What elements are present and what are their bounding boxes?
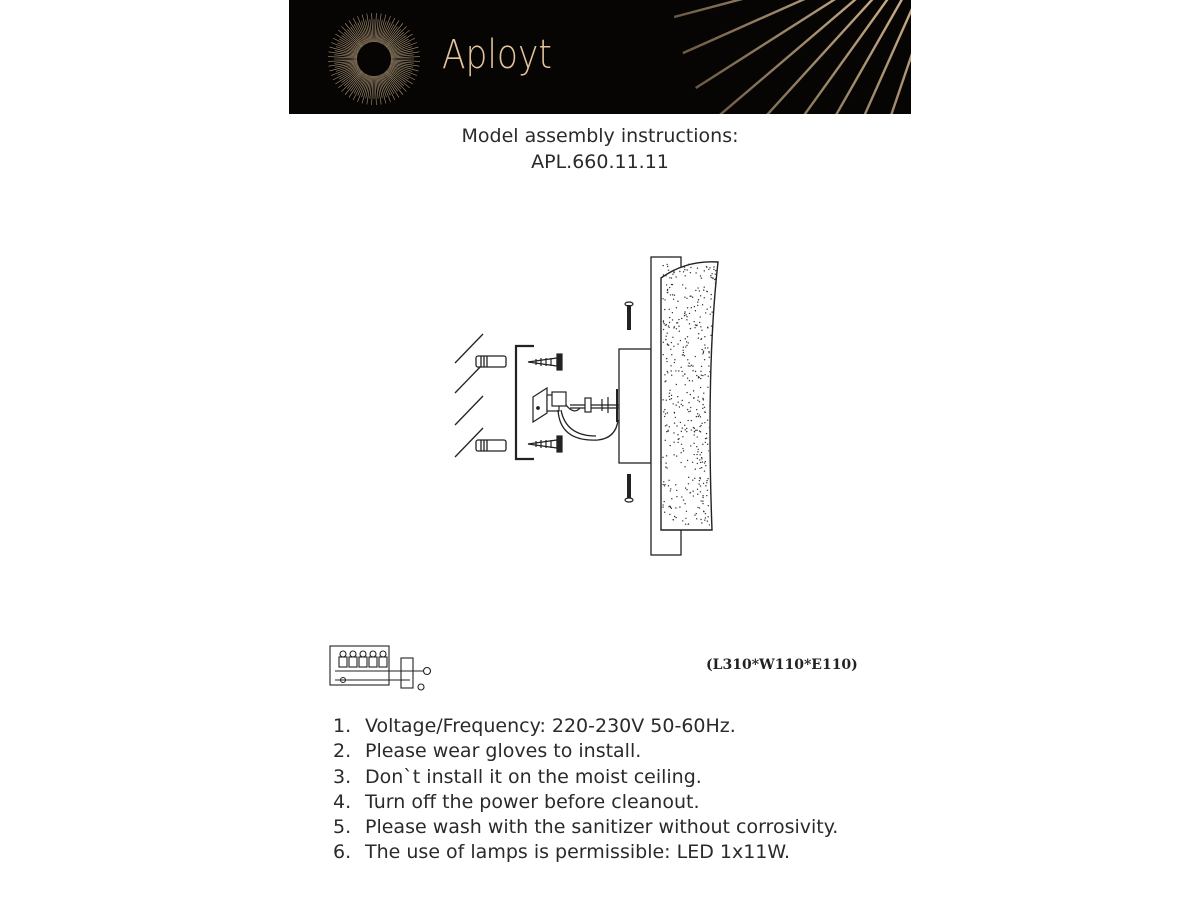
bolt-top (625, 302, 633, 330)
wall-plug-bottom (476, 440, 506, 451)
dimensions-label: (L310*W110*E110) (706, 657, 858, 673)
instruction-item (333, 815, 838, 840)
canopy-box (619, 349, 651, 463)
model-number: APL.660.11.11 (531, 151, 669, 173)
terminal-block-wiring-icon (328, 643, 438, 693)
item-text: Turn off the power before cleanout. (365, 790, 700, 813)
item-text: Please wash with the sanitizer without corrosivity. (365, 816, 839, 839)
title-line-1: Model assembly instructions: (461, 125, 739, 147)
instruction-item (333, 739, 838, 764)
instruction-item (333, 790, 838, 815)
instruction-item (333, 714, 838, 739)
sunburst-icon (328, 13, 420, 105)
screw-top (528, 354, 562, 370)
item-number: 1. (333, 715, 352, 737)
item-number: 4. (333, 790, 352, 813)
item-text: Don`t install it on the moist ceiling. (365, 765, 702, 788)
item-number: 3. (333, 765, 352, 788)
instruction-item (333, 765, 838, 790)
terminal-connector (533, 388, 566, 422)
instructions-list (333, 714, 838, 866)
page-title (0, 123, 1200, 175)
item-text: The use of lamps is permissible: LED 1x11W. (365, 841, 791, 864)
item-text: Please wear gloves to install. (365, 740, 642, 763)
brand-logo-text: Aployt (442, 32, 552, 78)
assembly-diagram (440, 250, 730, 560)
item-number: 6. (333, 841, 352, 864)
screw-bottom (528, 436, 562, 452)
instruction-item (333, 840, 838, 865)
wall-plug-top (476, 356, 506, 367)
brand-banner (289, 0, 911, 114)
bolt-bottom (625, 474, 633, 502)
corner-rays-decoration (670, 0, 911, 114)
item-number: 5. (333, 816, 352, 839)
banner-rays-art (289, 0, 911, 114)
wall-hatch (455, 334, 483, 457)
item-number: 2. (333, 740, 352, 763)
item-text: Voltage/Frequency: 220-230V 50-60Hz. (365, 715, 736, 737)
